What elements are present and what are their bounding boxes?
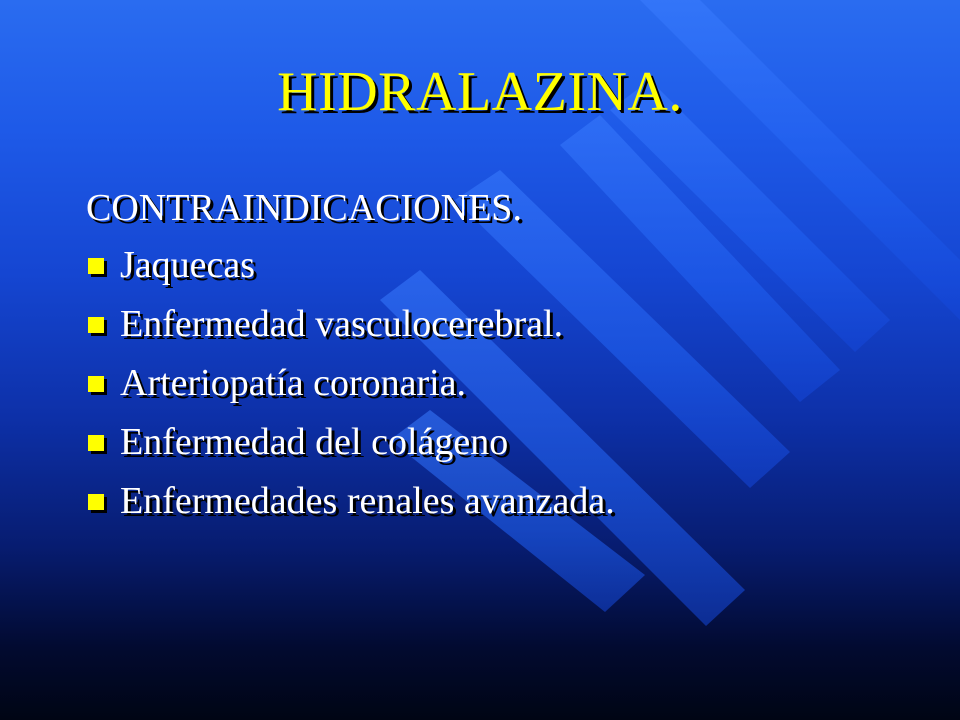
bullet-text: Enfermedad del colágeno [120,421,509,463]
bullet-item [86,236,906,295]
square-bullet-icon [88,376,104,392]
bullet-item [86,354,906,413]
slide-title: HIDRALAZINA. [277,61,683,123]
square-bullet-icon [88,435,104,451]
square-bullet-icon [88,494,104,510]
bullet-item [86,413,906,472]
bullet-item [86,295,906,354]
bullet-text: Arteriopatía coronaria. [120,362,467,404]
bullet-text: Jaquecas [120,244,256,286]
bullet-item [86,472,906,531]
square-bullet-icon [88,317,104,333]
square-bullet-icon [88,258,104,274]
section-heading: CONTRAINDICACIONES. [86,187,522,229]
bullet-list [86,236,906,531]
bullet-text: Enfermedades renales avanzada. [120,480,615,522]
bullet-text: Enfermedad vasculocerebral. [120,303,564,345]
slide-content [86,180,906,531]
